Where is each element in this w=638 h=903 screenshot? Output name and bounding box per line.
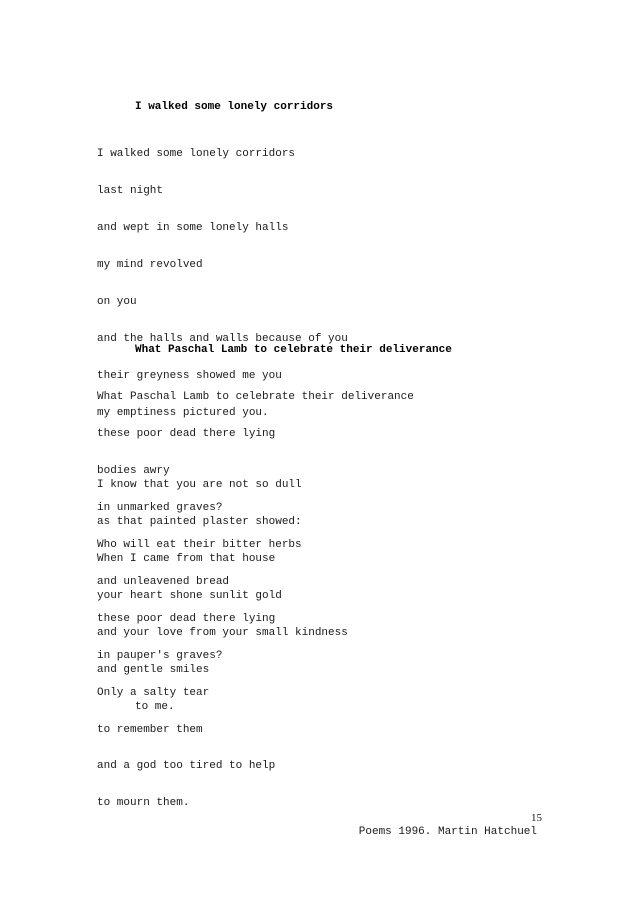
poem-line: to me. — [135, 700, 175, 713]
poem-line: on you — [97, 296, 137, 309]
poem-line: your heart shone sunlit gold — [97, 589, 282, 602]
poem-line: in unmarked graves? — [97, 502, 223, 515]
poem-title: What Paschal Lamb to celebrate their deliverance — [135, 343, 452, 356]
poem-line: in pauper's graves? — [97, 649, 223, 662]
poem-line: and the halls and walls because of you — [97, 332, 348, 345]
poem-line: these poor dead there lying — [97, 428, 276, 441]
poem-line: my mind revolved — [97, 259, 203, 272]
poem-line: Who will eat their bitter herbs — [97, 539, 302, 552]
poem-line: last night — [97, 185, 164, 198]
poem-line: to remember them — [97, 723, 203, 736]
poem-line: bodies awry — [97, 465, 170, 478]
poem-line: my emptiness pictured you. — [97, 406, 269, 419]
poem-line: I know that you are not so dull — [97, 479, 302, 492]
page-number: 15 — [531, 812, 542, 824]
poem-line: and a god too tired to help — [97, 760, 276, 773]
poem-line: as that painted plaster showed: — [97, 516, 302, 529]
page-footer-credit: Poems 1996. Martin Hatchuel — [358, 826, 537, 838]
poem-line: When I came from that house — [97, 552, 276, 565]
poem-line: and gentle smiles — [97, 663, 210, 676]
poem-line: and unleavened bread — [97, 575, 230, 588]
poem-line: Only a salty tear — [97, 686, 210, 699]
poem-line: and your love from your small kindness — [97, 626, 348, 639]
poem-line: I walked some lonely corridors — [97, 148, 296, 161]
poem-line: What Paschal Lamb to celebrate their deliverance — [97, 391, 414, 404]
poem-line: to mourn them. — [97, 797, 190, 810]
poem-title: I walked some lonely corridors — [135, 100, 334, 113]
poem-line: and wept in some lonely halls — [97, 222, 289, 235]
poem-line: their greyness showed me you — [97, 369, 282, 382]
poem-what-paschal-lamb — [97, 319, 452, 834]
poem-line: these poor dead there lying — [97, 612, 276, 625]
